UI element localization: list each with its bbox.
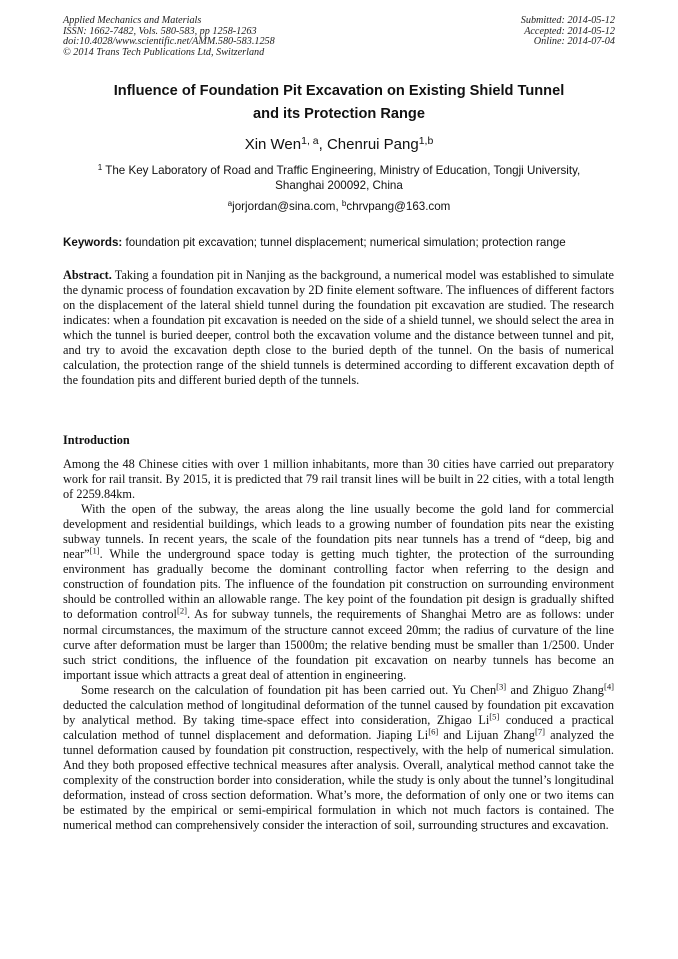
citation[interactable]: [2] [176, 606, 188, 617]
paragraph-text: . While the underground space today is getting much tighter, the protection of the surrounding environment has gradually become the dominant controlling factor when referring to the design and construction of foundation pits. The influence of the foundation pit construction on surrounding environment should be controlled within an allowable range. The key point of the foundation pit design is gradually shifted to deformation control [63, 547, 614, 622]
citation[interactable]: [3] [496, 681, 507, 692]
email-link[interactable]: jorjordan@sina.com [232, 200, 336, 213]
author-affiliation-mark: 1,b [418, 134, 434, 147]
abstract-label: Abstract. [63, 268, 112, 282]
journal-copyright: © 2014 Trans Tech Publications Ltd, Switzerland [63, 46, 265, 58]
journal-name: Applied Mechanics and Materials [63, 15, 202, 26]
paragraph: Among the 48 Chinese cities with over 1 million inhabitants, more than 30 cities have carried out preparatory work for rail transit. By 2015, it is predicted that 79 rail transit lines will be built in 22 cities, with a total length of 2259.84km. [63, 457, 614, 502]
abstract-text: Taking a foundation pit in Nanjing as the background, a numerical model was established to simulate the dynamic process of foundation excavation by 2D finite element software. The influences of different factors on the displacement of the lateral shield tunnel during the foundation pit excavation are studied. The research indicates: when a foundation pit excavation is needed on the side of a shield tunnel, we should select the area in which the tunnel is buried deeper, control both the excavation volume and the distance between tunnel and pit, and try to avoid the excavation depth close to the buried depth of the tunnel. On the basis of numerical calculation, the protection range of the shield tunnels is determined according to different excavation depth of the foundation pits and different buried depth of the tunnels. [63, 268, 614, 388]
author-list [60, 135, 618, 155]
journal-header-right [521, 16, 615, 48]
email-mark: b [341, 198, 347, 208]
keywords-label: Keywords: [63, 236, 123, 249]
author-name: Chenrui Pang [326, 136, 419, 153]
paragraph-text: conduced a practical calculation method of tunnel displacement and deformation. Jiaping Li [63, 712, 614, 742]
paragraph-text: and Zhiguo Zhang [506, 682, 604, 697]
title-line-2: and its Protection Range [253, 106, 425, 122]
author-separator: , [318, 136, 327, 153]
citation[interactable]: [1] [89, 545, 100, 556]
paper-title [60, 80, 618, 126]
keywords-text: foundation pit excavation; tunnel displacement; numerical simulation; protection range [122, 236, 566, 249]
affiliation-mark: 1 [97, 162, 103, 172]
paragraph [63, 502, 614, 683]
section-heading: Introduction [63, 433, 130, 447]
submitted-date: Submitted: 2014-05-12 [520, 15, 615, 26]
paragraph-text: and Lijuan Zhang [438, 727, 535, 742]
citation[interactable]: [4] [603, 681, 614, 692]
author-emails [60, 199, 618, 214]
paragraph-text: Some research on the calculation of foundation pit has been carried out. Yu Chen [81, 682, 497, 697]
online-date: Online: 2014-07-04 [533, 36, 615, 48]
abstract [63, 268, 614, 388]
author-affiliation-mark: 1, a [301, 134, 319, 147]
title-line-1: Influence of Foundation Pit Excavation on Existing Shield Tunnel [113, 83, 565, 99]
paragraph [63, 683, 614, 833]
affiliation [60, 163, 618, 193]
introduction-body [63, 457, 614, 833]
paragraph-text: . As for subway tunnels, the requirements of Shanghai Metro are as follows: under normal circumstances, the maximum of the structure cannot exceed 20mm; the radius of curvature of the line curve after deformation must be larger than 15000m; the relative bending must be smaller than 1/2500. Under such strict conditions, the influence of the foundation pit excavation on nearby tunnels has become an important issue which attracts a great deal of attention in engineering. [63, 607, 614, 682]
citation[interactable]: [5] [489, 711, 500, 722]
email-link[interactable]: chrvpang@163.com [346, 200, 451, 213]
accepted-date: Accepted: 2014-05-12 [524, 25, 615, 37]
journal-header-left [63, 16, 275, 58]
paragraph-text: analyzed the tunnel deformation caused by foundation pit construction, respectively, with the help of numerical simulation. And they both proposed effective technical measures after analysis. Overall, analytical method cannot take the complexity of the construction border into consideration, while the study is only about the tunnel’s longitudinal deformation, instead of cross section deformation. What’s more, the deformation of only one or two items can be estimated by the empirical or semi-empirical formulation in which not much factors is contained. The numerical method can comprehensively consider the interaction of soil, surrounding structures and excavation. [63, 727, 614, 833]
journal-issn: ISSN: 1662-7482, Vols. 580-583, pp 1258-1263 [63, 25, 257, 37]
citation[interactable]: [6] [428, 726, 439, 737]
paragraph-text: deducted the calculation method of longitudinal deformation of the tunnel caused by foundation pit excavation by analytical method. By taking time-space effect into consideration, Zhigao Li [63, 697, 614, 727]
email-separator: , [335, 200, 342, 213]
journal-doi: doi:10.4028/www.scientific.net/AMM.580-583.1258 [63, 36, 275, 48]
citation[interactable]: [7] [534, 726, 545, 737]
keywords [63, 235, 619, 250]
author-name: Xin Wen [244, 136, 302, 153]
paragraph-text: With the open of the subway, the areas along the line usually become the gold land for commercial development and residential buildings, which leads to a growing number of foundation pits near the existing subway tunnels. In recent years, the scale of the foundation pits near tunnels has a trend of “deep, big and near” [63, 502, 614, 562]
email-mark: a [227, 198, 233, 208]
affiliation-line-1: The Key Laboratory of Road and Traffic Engineering, Ministry of Education, Tongji University, [102, 164, 581, 177]
affiliation-line-2: Shanghai 200092, China [275, 179, 403, 192]
